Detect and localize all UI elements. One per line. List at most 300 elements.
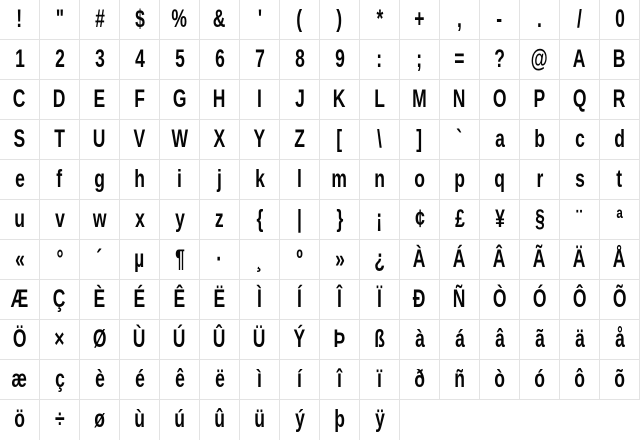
glyph-cell[interactable] [240,120,280,160]
glyph-cell[interactable] [160,120,200,160]
glyph-cell[interactable] [560,160,600,200]
glyph-cell[interactable] [440,0,480,40]
glyph-character: ô [574,365,585,393]
glyph-cell[interactable] [600,320,640,360]
glyph-character: ( [296,5,303,33]
glyph-character: º [296,245,303,273]
glyph-character: 8 [294,45,305,73]
glyph-cell[interactable] [520,240,560,280]
glyph-cell[interactable] [200,240,240,280]
glyph-character: ú [174,405,185,433]
glyph-character: a [494,125,505,153]
glyph-cell[interactable] [0,0,40,40]
glyph-cell[interactable] [200,80,240,120]
glyph-character: R [613,85,626,113]
glyph-cell[interactable] [480,0,520,40]
glyph-character: Ë [213,285,226,313]
glyph-character: @ [530,45,549,73]
glyph-cell[interactable] [200,160,240,200]
glyph-character: x [134,205,145,233]
glyph-cell[interactable] [80,200,120,240]
glyph-cell[interactable] [160,200,200,240]
glyph-cell[interactable] [40,160,80,200]
glyph-character: Ø [92,325,107,353]
glyph-cell[interactable] [80,360,120,400]
glyph-character: Â [493,245,506,273]
glyph-character: $ [134,5,145,33]
glyph-character: Ô [572,285,587,313]
glyph-cell[interactable] [0,320,40,360]
glyph-character: « [14,245,25,273]
glyph-cell[interactable] [320,320,360,360]
glyph-character: X [213,125,226,153]
glyph-cell[interactable] [120,160,160,200]
glyph-cell[interactable] [400,120,440,160]
glyph-character: æ [11,365,28,393]
glyph-character: Ð [413,285,426,313]
glyph-cell[interactable] [280,160,320,200]
glyph-character: i [177,165,182,193]
glyph-cell[interactable] [280,120,320,160]
glyph-cell[interactable] [400,320,440,360]
glyph-character: e [14,165,25,193]
glyph-character: î [337,365,342,393]
glyph-cell[interactable] [200,120,240,160]
glyph-cell[interactable] [360,200,400,240]
glyph-cell[interactable] [0,280,40,320]
glyph-cell[interactable] [280,40,320,80]
glyph-cell[interactable] [280,240,320,280]
glyph-cell[interactable] [200,280,240,320]
glyph-character: W [171,125,188,153]
glyph-character: â [494,325,505,353]
glyph-cell[interactable] [120,400,160,440]
glyph-cell[interactable] [120,280,160,320]
glyph-character: S [13,125,26,153]
glyph-cell[interactable] [560,240,600,280]
glyph-cell[interactable] [280,0,320,40]
glyph-character: r [536,165,543,193]
glyph-character: ª [616,205,623,233]
glyph-cell[interactable] [240,40,280,80]
glyph-cell[interactable] [80,240,120,280]
glyph-cell[interactable] [0,120,40,160]
glyph-cell[interactable] [280,360,320,400]
glyph-character: = [454,45,465,73]
glyph-character: G [172,85,187,113]
glyph-cell[interactable] [80,80,120,120]
glyph-cell[interactable] [480,200,520,240]
glyph-cell[interactable] [360,360,400,400]
glyph-character: Þ [333,325,346,353]
glyph-character: Û [213,325,226,353]
glyph-character: ¸ [256,245,263,273]
glyph-cell[interactable] [280,200,320,240]
glyph-cell[interactable] [40,40,80,80]
glyph-cell[interactable] [600,0,640,40]
glyph-cell[interactable] [120,360,160,400]
glyph-character: D [53,85,66,113]
glyph-cell[interactable] [160,240,200,280]
glyph-character: ¨ [576,205,583,233]
glyph-character: z [215,205,224,233]
glyph-character: . [537,5,542,33]
glyph-cell[interactable] [600,160,640,200]
glyph-character: [ [336,125,343,153]
glyph-cell[interactable] [600,200,640,240]
glyph-character: q [494,165,505,193]
glyph-character: % [171,5,188,33]
glyph-cell[interactable] [160,360,200,400]
glyph-character: 7 [254,45,265,73]
glyph-character: Y [253,125,266,153]
glyph-cell[interactable] [560,200,600,240]
glyph-cell[interactable] [240,400,280,440]
glyph-cell[interactable] [0,160,40,200]
glyph-character: ¡ [376,205,383,233]
glyph-character: Ï [377,285,382,313]
glyph-cell[interactable] [240,320,280,360]
glyph-character: , [457,5,462,33]
glyph-character: B [613,45,626,73]
glyph-character: Õ [612,285,627,313]
glyph-cell[interactable] [400,280,440,320]
glyph-cell[interactable] [120,320,160,360]
glyph-cell[interactable] [40,240,80,280]
glyph-cell[interactable] [40,360,80,400]
glyph-character: ø [94,405,105,433]
glyph-character: Ù [133,325,146,353]
glyph-cell[interactable] [160,320,200,360]
glyph-character: ñ [454,365,465,393]
glyph-character: ¶ [174,245,185,273]
glyph-cell[interactable] [120,120,160,160]
glyph-cell[interactable] [200,320,240,360]
glyph-character: À [413,245,426,273]
glyph-character: Z [294,125,305,153]
glyph-character: ü [254,405,265,433]
glyph-cell[interactable] [480,40,520,80]
glyph-character: c [574,125,585,153]
glyph-cell[interactable] [560,360,600,400]
glyph-cell[interactable] [360,40,400,80]
glyph-cell[interactable] [480,240,520,280]
glyph-character: P [533,85,546,113]
glyph-cell[interactable] [360,280,400,320]
glyph-cell[interactable] [440,280,480,320]
glyph-cell[interactable] [80,120,120,160]
glyph-cell[interactable] [280,280,320,320]
glyph-character: û [214,405,225,433]
glyph-cell[interactable] [520,40,560,80]
glyph-cell[interactable] [520,160,560,200]
glyph-cell[interactable] [560,0,600,40]
glyph-character: k [254,165,265,193]
glyph-cell[interactable] [200,0,240,40]
glyph-cell[interactable] [560,320,600,360]
glyph-cell[interactable] [600,360,640,400]
glyph-cell[interactable] [400,80,440,120]
glyph-cell[interactable] [480,360,520,400]
glyph-character: ) [336,5,343,33]
glyph-character: Ü [253,325,266,353]
glyph-character: d [614,125,625,153]
glyph-cell[interactable] [200,40,240,80]
glyph-cell[interactable] [440,360,480,400]
glyph-cell[interactable] [400,200,440,240]
glyph-character: N [453,85,466,113]
glyph-cell[interactable] [560,120,600,160]
glyph-character: J [294,85,305,113]
glyph-character: T [54,125,65,153]
glyph-character: U [93,125,106,153]
glyph-cell[interactable] [320,280,360,320]
glyph-cell[interactable] [240,0,280,40]
glyph-cell[interactable] [160,400,200,440]
glyph-cell[interactable] [480,120,520,160]
glyph-cell[interactable] [0,40,40,80]
glyph-cell[interactable] [480,160,520,200]
glyph-character: + [414,5,425,33]
glyph-cell[interactable] [80,0,120,40]
glyph-character: m [331,165,348,193]
glyph-cell[interactable] [360,0,400,40]
glyph-cell[interactable] [320,40,360,80]
glyph-character: Á [453,245,466,273]
glyph-cell[interactable] [320,0,360,40]
glyph-character: £ [454,205,465,233]
glyph-character: Ú [173,325,186,353]
glyph-cell[interactable] [520,120,560,160]
glyph-character: g [94,165,105,193]
glyph-cell[interactable] [280,80,320,120]
glyph-cell[interactable] [520,200,560,240]
glyph-cell[interactable] [80,280,120,320]
glyph-cell[interactable] [400,40,440,80]
glyph-character: L [374,85,385,113]
glyph-character: ï [377,365,382,393]
glyph-cell[interactable] [320,160,360,200]
glyph-cell[interactable] [80,160,120,200]
glyph-character: n [374,165,385,193]
glyph-character: 0 [614,5,625,33]
glyph-character: Q [572,85,587,113]
glyph-character: M [412,85,427,113]
glyph-cell[interactable] [480,80,520,120]
glyph-cell[interactable] [240,240,280,280]
glyph-character: j [217,165,222,193]
glyph-cell[interactable] [520,280,560,320]
glyph-cell[interactable] [120,40,160,80]
glyph-character: Ã [533,245,546,273]
glyph-cell[interactable] [320,200,360,240]
glyph-cell[interactable] [240,200,280,240]
glyph-cell[interactable] [560,40,600,80]
glyph-character: ð [414,365,425,393]
glyph-character: ; [416,45,423,73]
glyph-cell[interactable] [400,0,440,40]
glyph-cell[interactable] [320,120,360,160]
glyph-cell[interactable] [520,80,560,120]
glyph-cell[interactable] [440,240,480,280]
glyph-cell[interactable] [0,360,40,400]
glyph-character: ' [257,5,262,33]
glyph-character: t [616,165,623,193]
glyph-cell[interactable] [120,80,160,120]
glyph-cell[interactable] [440,120,480,160]
glyph-character: 1 [14,45,25,73]
glyph-cell[interactable] [360,160,400,200]
glyph-cell[interactable] [160,0,200,40]
glyph-character: Ê [173,285,186,313]
glyph-character: Î [337,285,342,313]
glyph-character: É [133,285,146,313]
glyph-character: é [134,365,145,393]
glyph-cell[interactable] [80,40,120,80]
glyph-cell[interactable] [200,200,240,240]
glyph-cell[interactable] [80,400,120,440]
glyph-cell[interactable] [600,240,640,280]
glyph-cell[interactable] [480,280,520,320]
glyph-cell[interactable] [120,200,160,240]
glyph-cell[interactable] [600,120,640,160]
glyph-cell[interactable] [440,40,480,80]
glyph-cell[interactable] [320,240,360,280]
glyph-character: Ñ [453,285,466,313]
glyph-character: h [134,165,145,193]
glyph-cell[interactable] [240,280,280,320]
glyph-cell[interactable] [40,320,80,360]
glyph-character: E [93,85,106,113]
glyph-character: ° [56,245,63,273]
glyph-cell[interactable] [40,200,80,240]
glyph-character: ä [574,325,585,353]
glyph-character: µ [134,245,145,273]
glyph-character: Ó [532,285,547,313]
glyph-cell[interactable] [400,160,440,200]
glyph-cell[interactable] [280,320,320,360]
glyph-cell[interactable] [520,360,560,400]
glyph-character: } [336,205,343,233]
glyph-cell[interactable] [240,360,280,400]
glyph-cell[interactable] [40,0,80,40]
glyph-cell[interactable] [360,80,400,120]
glyph-cell[interactable] [440,320,480,360]
glyph-cell[interactable] [160,80,200,120]
glyph-character: Ò [492,285,507,313]
glyph-cell[interactable] [160,40,200,80]
glyph-cell[interactable] [280,400,320,440]
glyph-cell[interactable] [120,240,160,280]
glyph-character: è [94,365,105,393]
glyph-cell[interactable] [0,400,40,440]
glyph-character: Ì [257,285,262,313]
glyph-character: Í [297,285,302,313]
glyph-character: ó [534,365,545,393]
glyph-cell[interactable] [40,120,80,160]
glyph-character: 5 [174,45,185,73]
glyph-cell[interactable] [360,320,400,360]
glyph-cell[interactable] [480,320,520,360]
glyph-cell[interactable] [240,80,280,120]
glyph-cell[interactable] [560,80,600,120]
glyph-character: § [534,205,545,233]
glyph-cell[interactable] [40,400,80,440]
glyph-cell[interactable] [200,400,240,440]
glyph-cell[interactable] [120,0,160,40]
glyph-character: ] [416,125,423,153]
glyph-character: Å [613,245,626,273]
glyph-character: H [213,85,226,113]
glyph-character: » [334,245,345,273]
glyph-cell[interactable] [600,80,640,120]
glyph-cell[interactable] [520,0,560,40]
glyph-cell[interactable] [520,320,560,360]
glyph-cell[interactable] [160,280,200,320]
glyph-character: ¥ [494,205,505,233]
glyph-character: ¿ [374,245,385,273]
glyph-cell[interactable] [200,360,240,400]
glyph-cell[interactable] [0,80,40,120]
glyph-cell[interactable] [40,80,80,120]
glyph-character: & [213,5,226,33]
glyph-character: # [94,5,105,33]
glyph-cell[interactable] [600,40,640,80]
glyph-character: / [577,5,582,33]
glyph-cell[interactable] [360,120,400,160]
glyph-cell[interactable] [440,160,480,200]
glyph-character: õ [614,365,625,393]
glyph-character: Ç [53,285,66,313]
glyph-cell[interactable] [80,320,120,360]
glyph-cell[interactable] [320,360,360,400]
glyph-character: ò [494,365,505,393]
glyph-character: u [14,205,25,233]
glyph-character: × [54,325,65,353]
glyph-character: ß [374,325,385,353]
glyph-cell[interactable] [400,240,440,280]
glyph-character: ! [16,5,23,33]
glyph-cell[interactable] [320,80,360,120]
glyph-cell[interactable] [320,400,360,440]
glyph-cell[interactable] [40,280,80,320]
glyph-character: ã [534,325,545,353]
glyph-cell[interactable] [440,80,480,120]
glyph-character: F [134,85,145,113]
glyph-cell[interactable] [0,240,40,280]
glyph-character: Ö [12,325,27,353]
glyph-character: ý [294,405,305,433]
glyph-character: ë [214,365,225,393]
glyph-cell[interactable] [600,280,640,320]
glyph-character: 3 [94,45,105,73]
glyph-cell[interactable] [240,160,280,200]
glyph-character: C [13,85,26,113]
glyph-cell[interactable] [440,200,480,240]
glyph-character: ÿ [374,405,385,433]
glyph-cell[interactable] [360,240,400,280]
glyph-character: 2 [54,45,65,73]
glyph-character: ¢ [414,205,425,233]
glyph-character: V [133,125,146,153]
glyph-cell[interactable] [360,400,400,440]
glyph-cell[interactable] [560,280,600,320]
glyph-cell[interactable] [400,360,440,400]
glyph-character: Æ [10,285,29,313]
glyph-character: ` [456,125,463,153]
glyph-cell[interactable] [160,160,200,200]
glyph-cell[interactable] [0,200,40,240]
